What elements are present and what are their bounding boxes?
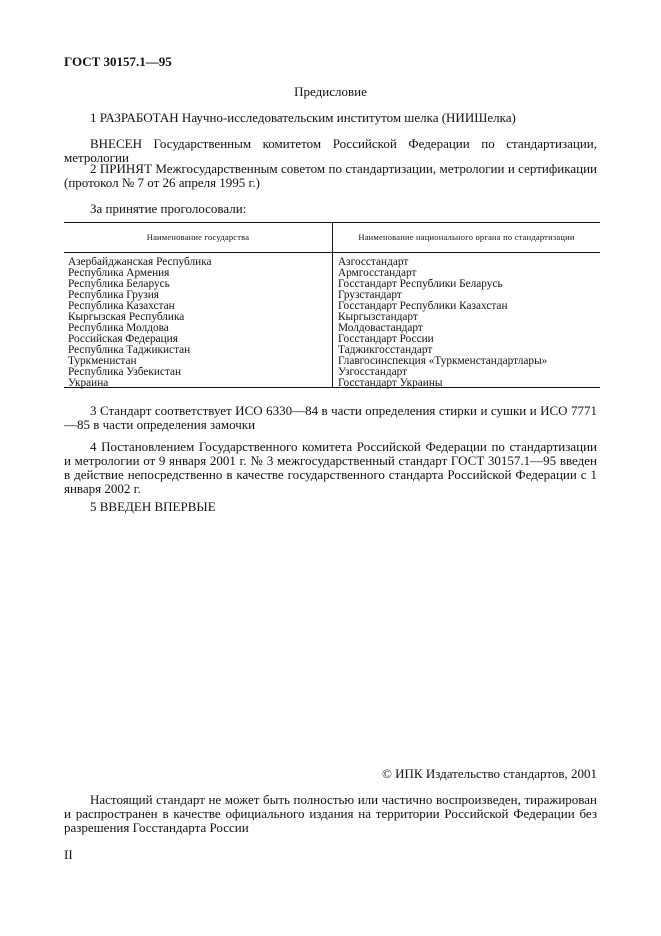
paragraph-adopted: 2 ПРИНЯТ Межгосударственным советом по стандартизации, метрологии и сертификации (протокол № 7 от 26 апреля 1995 г.) — [64, 161, 597, 190]
copyright-line: © ИПК Издательство стандартов, 2001 — [382, 766, 597, 781]
table-cell-state: Республика Беларусь — [68, 278, 170, 290]
table-cell-state: Республика Узбекистан — [68, 366, 182, 378]
table-cell-body: Госстандарт Республики Беларусь — [338, 278, 503, 290]
paragraph-first-introduced: 5 ВВЕДЕН ВПЕРВЫЕ — [90, 499, 216, 514]
table-cell-body: Армгосстандарт — [338, 267, 417, 279]
page-number: II — [64, 847, 73, 862]
voting-table — [64, 222, 600, 388]
paragraph-voted: За принятие проголосовали: — [90, 201, 247, 216]
table-cell-state: Кыргызская Республика — [68, 311, 185, 323]
table-header-state: Наименование государства — [146, 232, 250, 242]
paragraph-enactment: 4 Постановлением Государственного комитета Российской Федерации по стандартизации и метрологии от 9 января 2001 г. № 3 межгосударственный стандарт ГОСТ 30157.1—95 введен в действие непосредственно в качестве государственного стандарта Российской Федерации с 1 января 2002 г. — [64, 439, 597, 496]
document-code: ГОСТ 30157.1—95 — [64, 54, 172, 69]
table-cell-body: Главгосинспекция «Туркменстандартлары» — [338, 355, 548, 367]
paragraph-developed: 1 РАЗРАБОТАН Научно-исследовательским институтом шелка (НИИШелка) — [90, 110, 516, 125]
table-cell-body: Грузстандарт — [338, 289, 402, 301]
table-cell-state: Республика Армения — [68, 267, 170, 279]
paragraph-conformity: 3 Стандарт соответствует ИСО 6330—84 в части определения стирки и сушки и ИСО 7771—85 в части определения замочки — [64, 403, 597, 432]
table-cell-body: Молдовастандарт — [338, 322, 423, 334]
table-cell-state: Туркменистан — [68, 355, 137, 367]
table-cell-state: Республика Молдова — [68, 322, 169, 334]
table-cell-body: Кыргызстандарт — [338, 311, 418, 323]
table-cell-state: Российская Федерация — [68, 333, 178, 345]
paragraph-reproduction-notice: Настоящий стандарт не может быть полностью или частично воспроизведен, тиражирован и распространен в качестве официального издания на территории Российской Федерации без разрешения Госстандарта России — [64, 792, 597, 835]
table-cell-state: Украина — [68, 377, 109, 389]
paragraph-introduced: ВНЕСЕН Государственным комитетом Российской Федерации по стандартизации, метрологии — [64, 136, 597, 165]
table-cell-body: Таджикгосстандарт — [338, 344, 433, 356]
table-cell-body: Азгосстандарт — [338, 256, 409, 268]
table-cell-body: Узгосстандарт — [338, 366, 408, 378]
table-cell-body: Госстандарт Украины — [338, 377, 443, 389]
table-cell-body: Госстандарт России — [338, 333, 434, 345]
page-title: Предисловие — [294, 84, 367, 99]
table-column-states — [68, 257, 212, 389]
table-header-body: Наименование национального органа по стандартизации — [358, 232, 575, 242]
table-column-bodies — [338, 257, 547, 389]
table-cell-state: Республика Таджикистан — [68, 344, 191, 356]
table-cell-state: Республика Казахстан — [68, 300, 175, 312]
table-cell-body: Госстандарт Республики Казахстан — [338, 300, 508, 312]
table-cell-state: Азербайджанская Республика — [68, 256, 212, 268]
table-cell-state: Республика Грузия — [68, 289, 159, 301]
